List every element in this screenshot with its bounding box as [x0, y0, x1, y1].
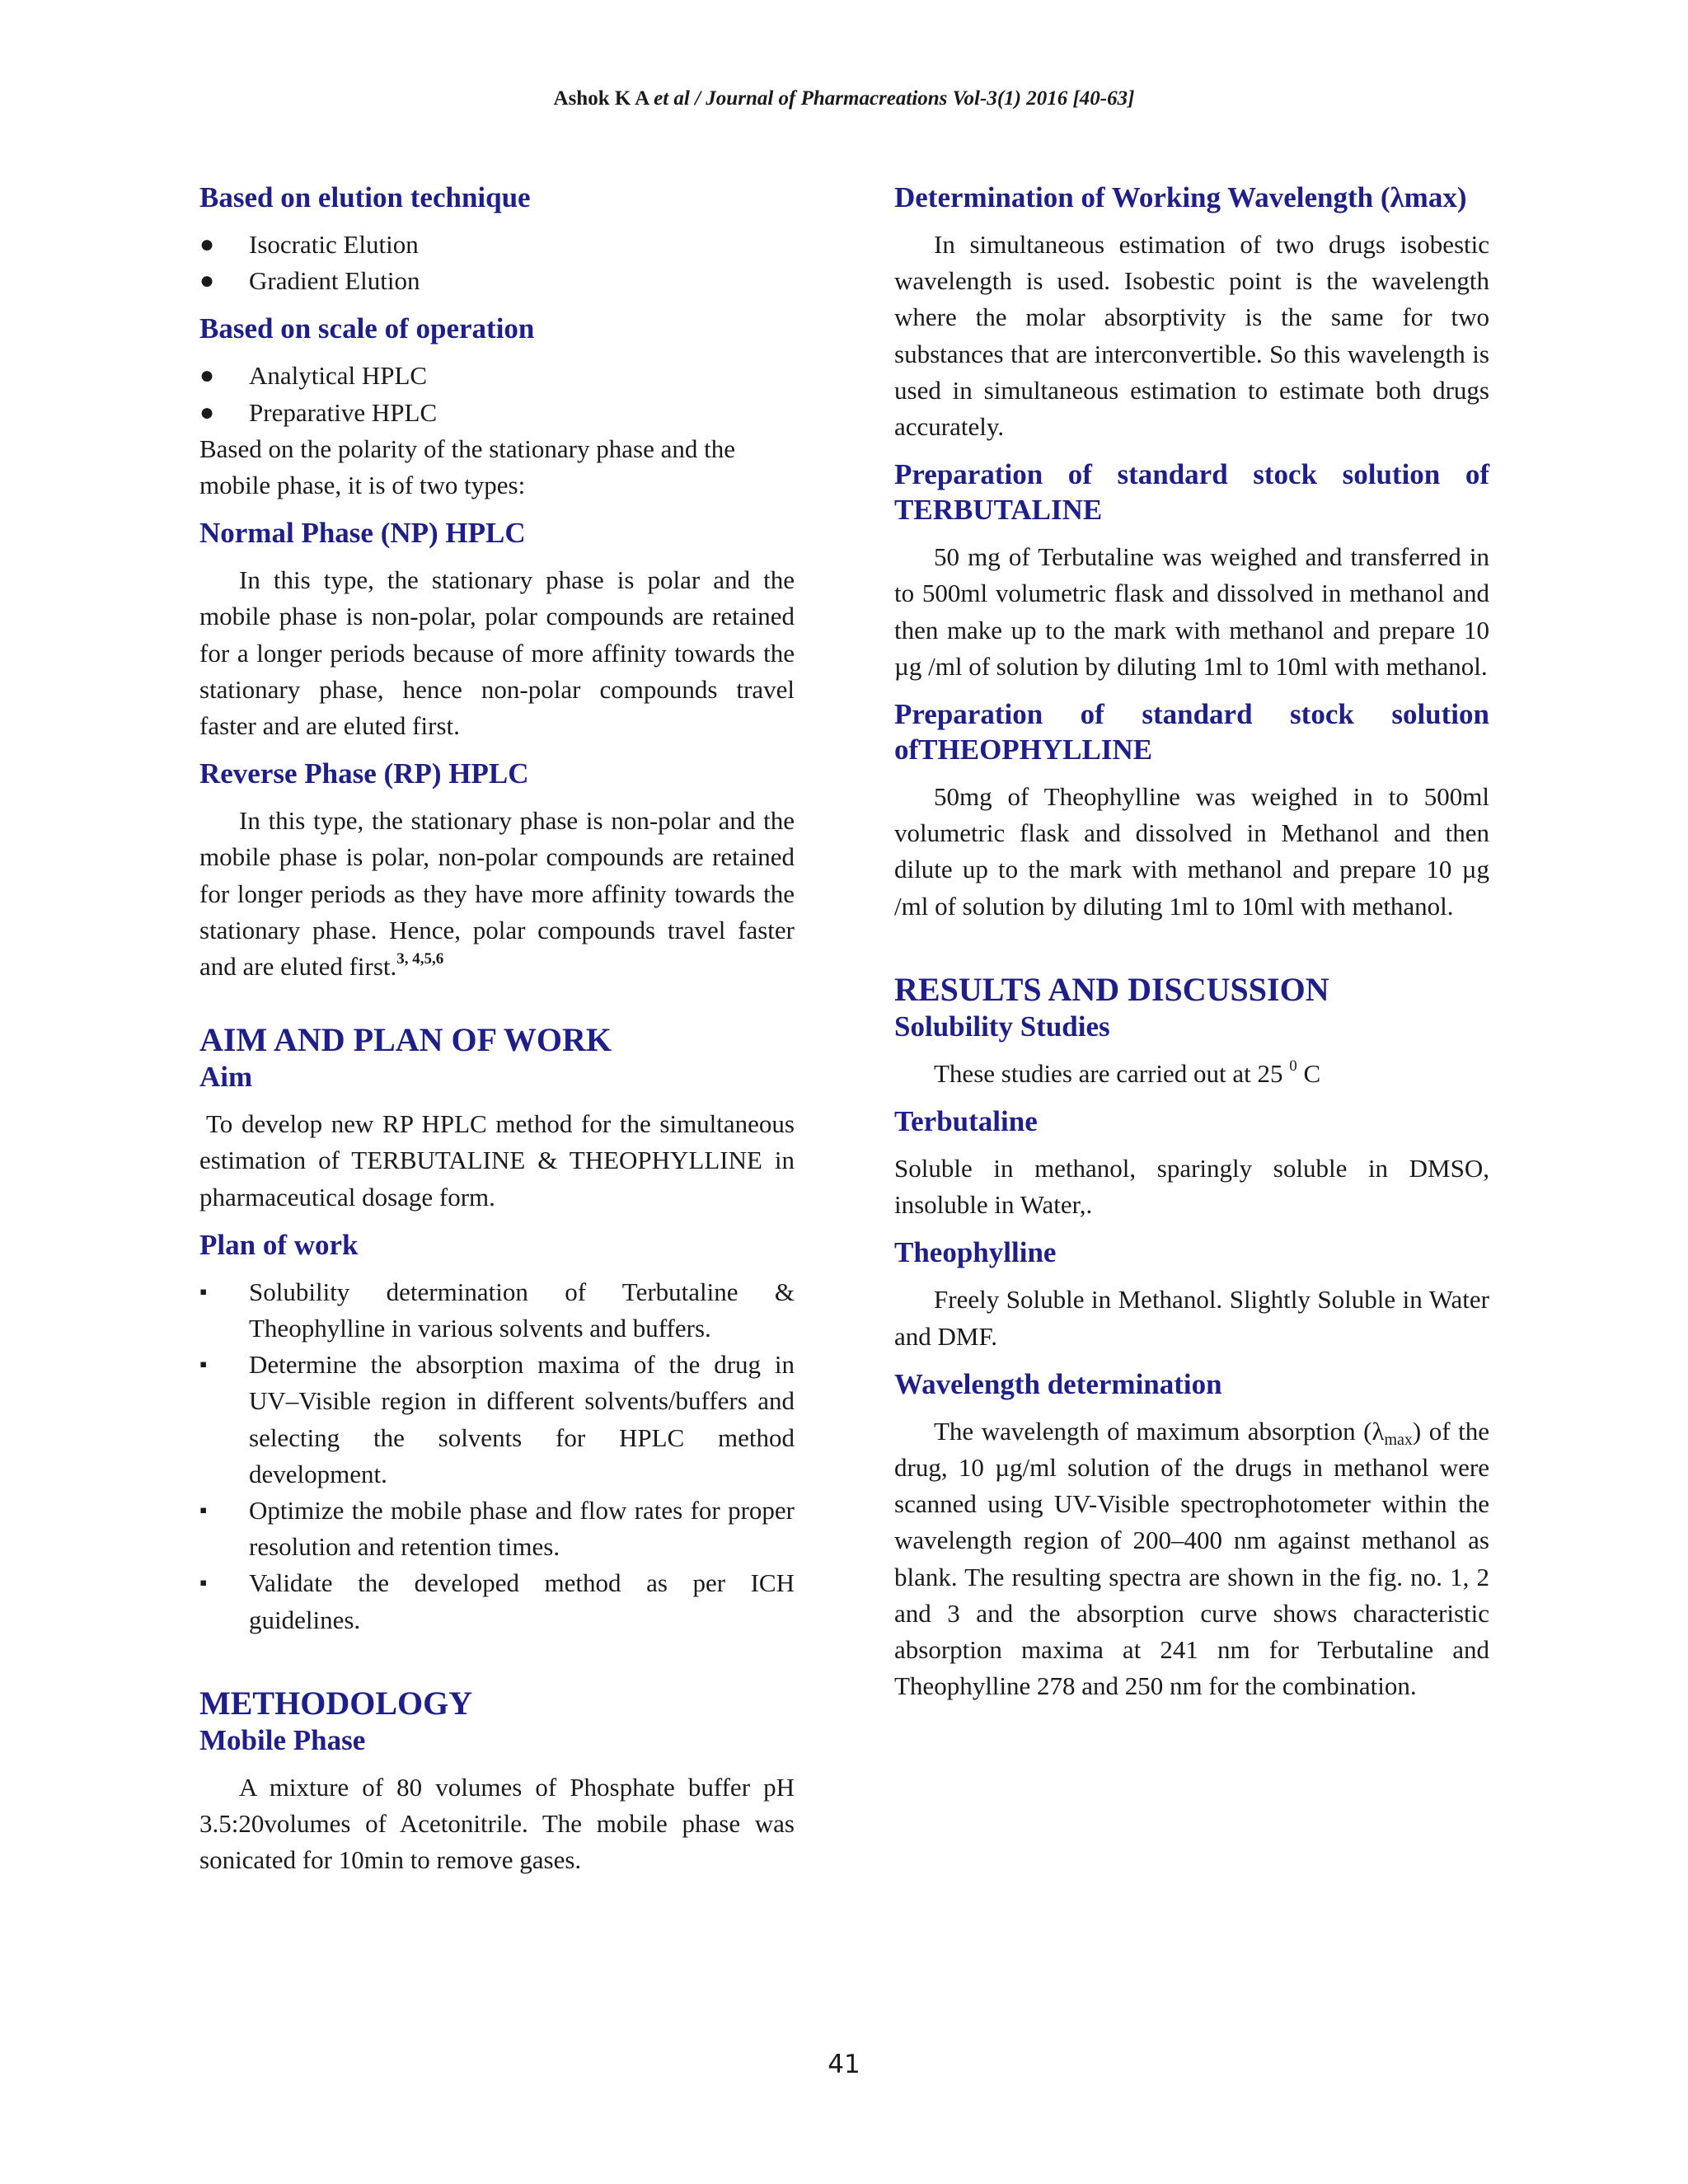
bullet-square-icon: ▪ [199, 1571, 208, 1596]
aim-heading: Aim [199, 1061, 253, 1094]
methodology-section-title: METHODOLOGY [199, 1684, 473, 1722]
elution-heading: Based on elution technique [199, 181, 531, 213]
wavelength-determination-text: The wavelength of maximum absorption $(\lambda_{max})$ of the drug, 10 µg/ml solution of the drugs in methanol were scanned using UV-Visible spectrophotometer within the wavelength region of 200–400 nm against methanol as blank. The resulting spectra are shown in the fig. no. 1, 2 and 3 and the absorption curve shows characteristic absorption maxima at 241 nm for Terbutaline and Theophylline 278 and 250 nm for the combination. [894, 1416, 1489, 1701]
solubility-text: These studies are carried out at 25 $^0$ C [934, 1057, 1321, 1088]
mobile-phase-text: A mixture of 80 volumes of Phosphate buffer pH 3.5:20volumes of Acetonitrile. The mobile phase was sonicated for 10min to remove gases. [199, 1772, 795, 1875]
scale-list [199, 358, 795, 430]
right-column [894, 180, 1489, 1704]
list-item: ▪ Determine the absorption maxima of the drug in UV–Visible region in different solvents/buffers and selecting the solvents for HPLC method development. [199, 1347, 795, 1493]
running-header [0, 87, 1688, 110]
bullet-dot-icon: ● [199, 362, 215, 390]
results-section-title: RESULTS AND DISCUSSION [894, 970, 1329, 1008]
bullet-dot-icon: ● [199, 267, 215, 295]
list-item: ● Analytical HPLC [199, 358, 795, 394]
elution-list [199, 227, 795, 299]
bullet-square-icon: ▪ [199, 1279, 208, 1304]
terbutaline-heading: Terbutaline [894, 1105, 1038, 1138]
page-number: 41 [828, 2050, 860, 2079]
list-item: ▪ Solubility determination of Terbutaline & Theophylline in various solvents and buffers. [199, 1274, 795, 1347]
wavelength-text: In simultaneous estimation of two drugs isobestic wavelength is used. Isobestic point is the wavelength where the molar absorptivity is the same for two substances that are interconvertible. So this wavelength is used in simultaneous estimation to estimate both drugs accurately. [894, 230, 1489, 442]
bullet-square-icon: ▪ [199, 1352, 208, 1377]
terbutaline-text: Soluble in methanol, sparingly soluble in DMSO, insoluble in Water,. [894, 1154, 1489, 1220]
citation-ref: 3, 4,5,6 [396, 950, 444, 968]
header-authors: Ashok K A [553, 87, 649, 110]
terbutaline-stock-text: 50 mg of Terbutaline was weighed and transferred in to 500ml volumetric flask and dissolved in methanol and then make up to the mark with methanol and prepare 10 µg /ml of solution by diluting 1ml to 10ml with methanol. [894, 542, 1489, 681]
np-text: In this type, the stationary phase is polar and the mobile phase is non-polar, polar compounds are retained for a longer periods because of more affinity towards the stationary phase, hence non-polar compounds travel faster and are eluted first. [199, 565, 795, 741]
list-item: ▪ Validate the developed method as per ICH guidelines. [199, 1565, 795, 1638]
terbutaline-stock-heading: Preparation of standard stock solution of TERBUTALINE [894, 458, 1489, 527]
theophylline-text: Freely Soluble in Methanol. Slightly Soluble in Water and DMF. [894, 1285, 1489, 1351]
rp-text: In this type, the stationary phase is non-polar and the mobile phase is polar, non-polar compounds are retained for longer periods as they have more affinity towards the stationary phase. Hence, polar compounds travel faster and are eluted first.$^{3, 4,5,6}$ [199, 806, 795, 982]
scale-heading: Based on scale of operation [199, 312, 535, 345]
list-item: ● Gradient Elution [199, 263, 795, 299]
list-item: ● Preparative HPLC [199, 395, 795, 431]
rp-heading: Reverse Phase (RP) HPLC [199, 757, 529, 790]
wavelength-heading: Determination of Working Wavelength (λmax) [894, 181, 1467, 213]
bullet-square-icon: ▪ [199, 1498, 208, 1523]
plan-list [199, 1274, 795, 1638]
list-item: ▪ Optimize the mobile phase and flow rates for proper resolution and retention times. [199, 1493, 795, 1565]
solubility-heading: Solubility Studies [894, 1010, 1110, 1043]
left-column [199, 180, 795, 1879]
bullet-dot-icon: ● [199, 231, 215, 258]
theophylline-stock-text: 50mg of Theophylline was weighed in to 500ml volumetric flask and dissolved in Methanol and then dilute up to the mark with methanol and prepare 10 µg /ml of solution by diluting 1ml to 10ml with methanol. [894, 782, 1489, 921]
aim-text: To develop new RP HPLC method for the simultaneous estimation of TERBUTALINE & THEOPHYLLINE in pharmaceutical dosage form. [199, 1109, 795, 1212]
header-etal: et al [654, 87, 690, 110]
theophylline-stock-heading: Preparation of standard stock solution ofTHEOPHYLLINE [894, 698, 1489, 766]
plan-heading: Plan of work [199, 1228, 359, 1261]
mobile-phase-heading: Mobile Phase [199, 1723, 366, 1756]
wavelength-determination-heading: Wavelength determination [894, 1367, 1222, 1400]
bullet-dot-icon: ● [199, 398, 215, 426]
theophylline-heading: Theophylline [894, 1236, 1057, 1269]
polarity-text: Based on the polarity of the stationary phase and the mobile phase, it is of two types: [199, 434, 735, 500]
np-heading: Normal Phase (NP) HPLC [199, 517, 526, 550]
aim-section-title: AIM AND PLAN OF WORK [199, 1021, 612, 1059]
header-journal: / Journal of Pharmacreations Vol-3(1) 2016 [40-63] [695, 87, 1135, 110]
list-item: ● Isocratic Elution [199, 227, 795, 263]
